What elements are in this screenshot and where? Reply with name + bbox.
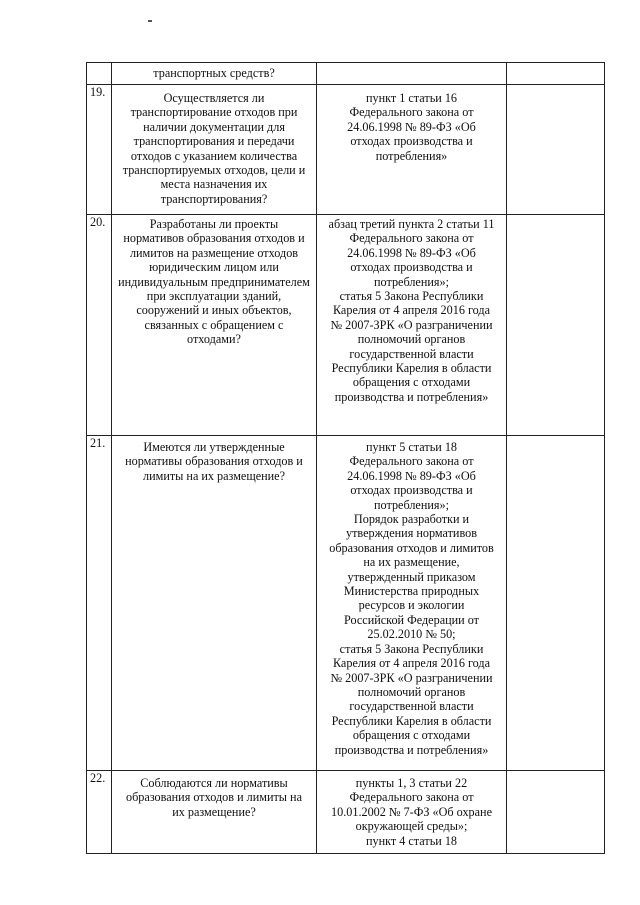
answer-cell[interactable]: [507, 215, 605, 436]
table-row: [87, 63, 605, 85]
reference-line: полномочий органов: [357, 684, 466, 699]
row-number: 22.: [87, 771, 112, 854]
question-line: индивидуальным предпринимателем: [118, 274, 310, 289]
reference-line: Федерального закона от: [349, 454, 474, 469]
question-line: Имеются ли утвержденные: [143, 440, 285, 454]
answer-cell[interactable]: [507, 63, 605, 85]
reference-line: 24.06.1998 № 89-ФЗ «Об: [347, 245, 476, 260]
question-line: транспортируемых отходов, цели и: [122, 163, 306, 178]
reference-line: Карелия от 4 апреля 2016 года: [332, 303, 491, 318]
question-cell: [112, 771, 317, 854]
reference-line: 24.06.1998 № 89-ФЗ «Об: [347, 468, 476, 483]
question-cell: [112, 436, 317, 771]
table-row: [87, 771, 605, 854]
reference-line: утверждения нормативов: [346, 526, 477, 541]
reference-line: государственной власти: [349, 346, 474, 361]
question-line: нормативы образования отходов и: [125, 454, 303, 469]
question-line: транспортирование отходов при: [130, 105, 298, 120]
row-number: 21.: [87, 436, 112, 771]
reference-line: утвержденный приказом: [347, 569, 476, 584]
reference-line: Федерального закона от: [349, 105, 474, 120]
reference-line: обращения с отходами: [352, 728, 471, 743]
reference-line: производства и потребления»: [334, 389, 489, 404]
reference-line: потребления»: [375, 148, 448, 163]
reference-line: пункты 1, 3 статьи 22: [355, 776, 468, 790]
reference-line: Карелия от 4 апреля 2016 года: [332, 656, 491, 671]
question-line: образования отходов и лимиты на: [126, 790, 302, 805]
reference-line: пункт 5 статьи 18: [365, 440, 458, 454]
question-line: Соблюдаются ли нормативы: [140, 776, 288, 790]
table-row: [87, 215, 605, 436]
question-line: лимиты на их размещение?: [143, 468, 285, 483]
question-line: отходов с указанием количества: [130, 148, 298, 163]
table-row: [87, 436, 605, 771]
reference-line: на их размещение,: [363, 555, 460, 570]
row-number: [87, 63, 112, 85]
reference-line: Федерального закона от: [349, 231, 474, 246]
answer-cell[interactable]: [507, 436, 605, 771]
reference-line: Республики Карелия в области: [331, 713, 492, 728]
reference-line: Порядок разработки и: [353, 512, 470, 527]
question-line: наличии документации для: [143, 119, 285, 134]
question-line: Осуществляется ли: [163, 91, 265, 105]
reference-line: Республики Карелия в области: [331, 361, 492, 376]
reference-line: пункт 4 статьи 18: [365, 833, 458, 848]
question-line: при эксплуатации зданий,: [146, 289, 282, 304]
reference-line: образования отходов и лимитов: [329, 540, 494, 555]
reference-line: статья 5 Закона Республики: [339, 641, 484, 656]
question-line: транспортных средств?: [153, 66, 275, 80]
reference-line: Российской Федерации от: [344, 612, 479, 627]
reference-line: отходах производства и: [350, 483, 473, 498]
answer-cell[interactable]: [507, 85, 605, 215]
reference-line: 25.02.2010 № 50;: [367, 627, 456, 642]
reference-line: Министерства природных: [343, 584, 480, 599]
question-line: связанных с обращением с: [144, 317, 284, 332]
question-line: транспортирования?: [160, 191, 268, 206]
reference-cell: [317, 771, 507, 854]
question-cell: [112, 85, 317, 215]
reference-line: потребления»;: [374, 497, 449, 512]
reference-line: 10.01.2002 № 7-ФЗ «Об охране: [331, 804, 492, 819]
reference-line: абзац третий пункта 2 статьи 11: [328, 217, 495, 231]
table-row: [87, 85, 605, 215]
answer-cell[interactable]: [507, 771, 605, 854]
reference-line: полномочий органов: [357, 332, 466, 347]
reference-line: обращения с отходами: [352, 375, 471, 390]
question-line: транспортирования и передачи: [133, 134, 295, 149]
reference-cell: [317, 215, 507, 436]
reference-line: пункт 1 статьи 16: [365, 91, 458, 105]
question-line: их размещение?: [172, 804, 256, 819]
reference-line: 24.06.1998 № 89-ФЗ «Об: [347, 119, 476, 134]
question-line: юридическим лицом или: [149, 260, 279, 275]
page-speck: [148, 20, 152, 22]
question-line: отходами?: [187, 332, 241, 347]
checklist-table: [86, 62, 605, 854]
reference-line: государственной власти: [349, 699, 474, 714]
question-line: нормативов образования отходов и: [123, 231, 305, 246]
question-line: сооружений и иных объектов,: [136, 303, 292, 318]
reference-cell: [317, 85, 507, 215]
row-number: 19.: [87, 85, 112, 215]
reference-cell: [317, 63, 507, 85]
reference-line: Федерального закона от: [349, 790, 474, 805]
reference-line: отходах производства и: [350, 134, 473, 149]
question-line: лимитов на размещение отходов: [129, 245, 299, 260]
reference-line: ресурсов и экологии: [358, 598, 465, 613]
reference-line: № 2007-ЗРК «О разграничении: [330, 670, 493, 685]
question-line: Разработаны ли проекты: [149, 217, 279, 231]
reference-line: окружающей среды»;: [355, 819, 468, 834]
reference-line: отходах производства и: [350, 260, 473, 275]
reference-line: потребления»;: [374, 274, 449, 289]
reference-cell: [317, 436, 507, 771]
reference-line: № 2007-ЗРК «О разграничении: [330, 317, 493, 332]
row-number: 20.: [87, 215, 112, 436]
question-line: места назначения их: [160, 177, 268, 192]
question-cell: [112, 215, 317, 436]
reference-line: статья 5 Закона Республики: [339, 289, 484, 304]
question-cell: [112, 63, 317, 85]
reference-line: производства и потребления»: [334, 742, 489, 757]
